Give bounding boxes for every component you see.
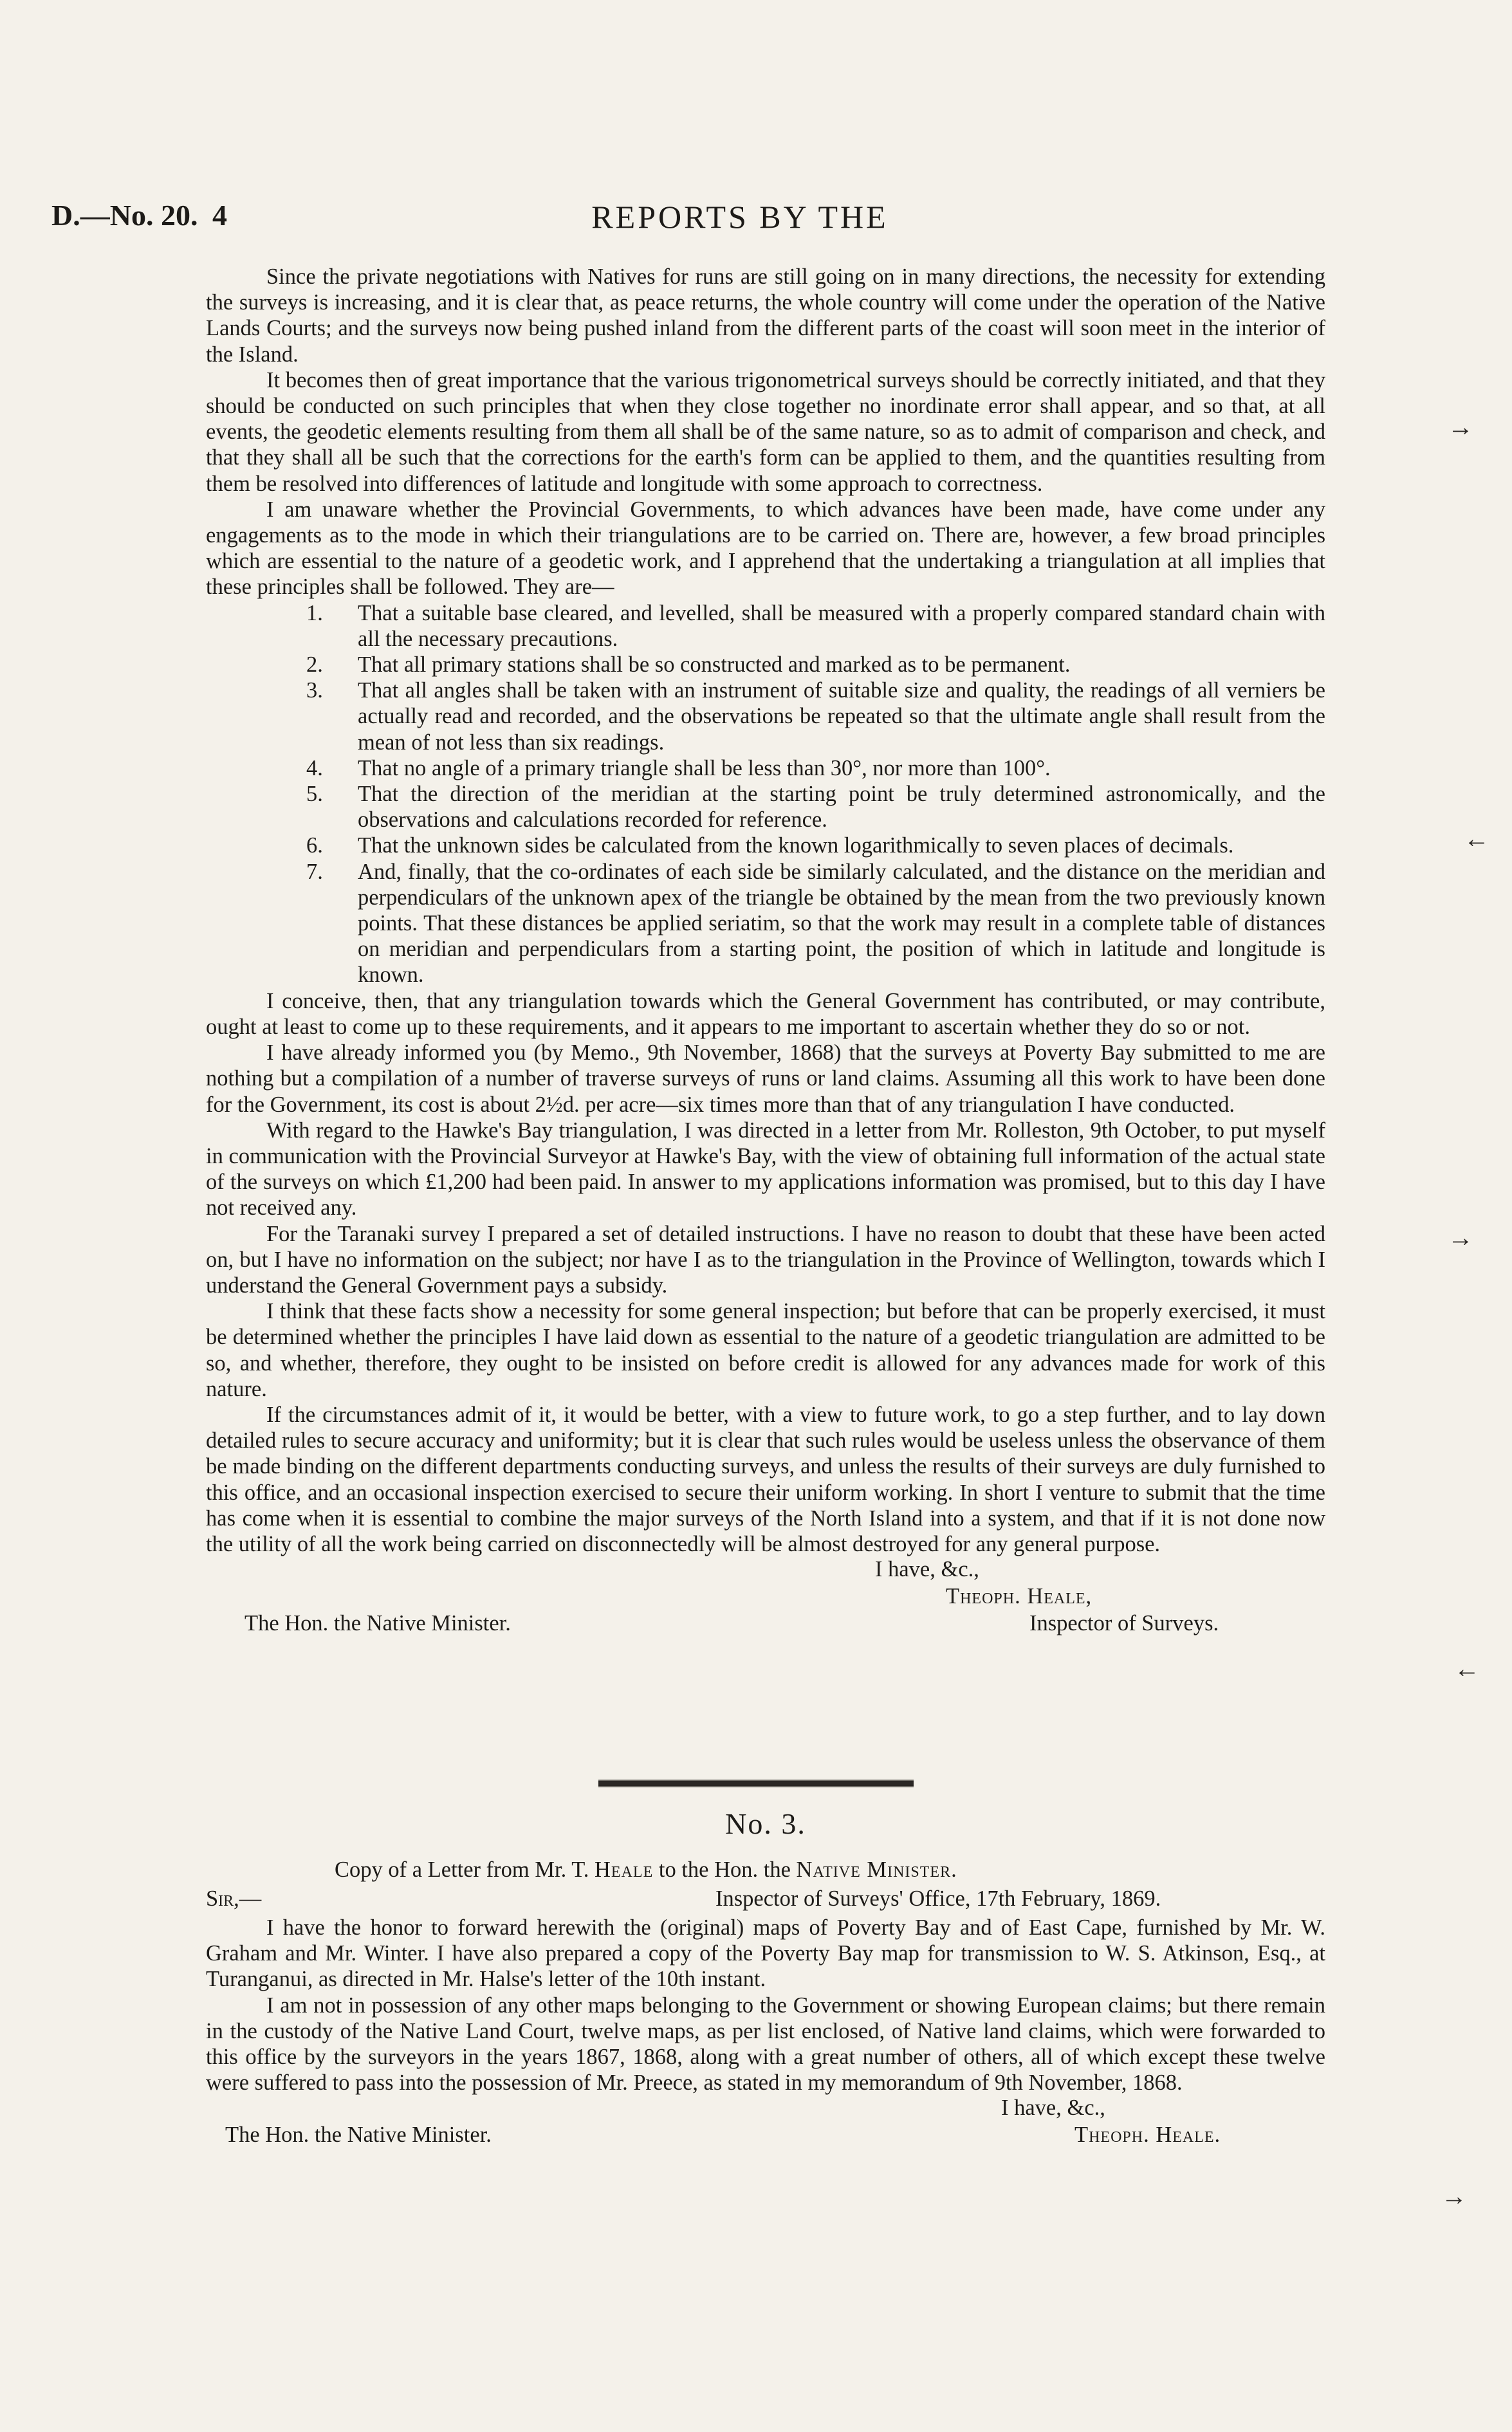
signatory-title: Inspector of Surveys. [1029, 1611, 1219, 1636]
heading-recipient: Native Minister. [796, 1857, 957, 1882]
margin-mark-icon: → [1448, 412, 1473, 441]
letter-heading [335, 1857, 1325, 1883]
paragraph: With regard to the Hawke's Bay triangulation, I was directed in a letter from Mr. Rolleston, 9th October, to put myself in communication with the Provincial Surveyor at Hawke's Bay, with the view of obtaining full information of the actual state of the surveys on which £1,200 had been paid. In answer to my applications information was promised, but to this day I have not received any. [206, 1118, 1325, 1221]
document-reference: D.—No. 20. [51, 199, 198, 232]
list-number: 3. [306, 678, 323, 703]
dateline: Inspector of Surveys' Office, 17th February, 1869. [715, 1886, 1161, 1911]
page-header [51, 198, 1428, 243]
paragraph: It becomes then of great importance that the various trigonometrical surveys should be correctly initiated, and that they should be conducted on such principles that when they close together no inordinate error shall appear, and so that, at all events, the geodetic elements resulting from them all shall be of the same nature, so as to admit of comparison and check, and that they shall all be such that the corrections for the earth's form can be applied to them, and the quantities resulting from them be resolved into differences of latitude and longitude with some approach to correctness. [206, 367, 1325, 496]
list-text: That the direction of the meridian at the starting point be truly determined astronomically, and the observations and calculations recorded for reference. [358, 782, 1325, 833]
paragraph: I think that these facts show a necessity for some general inspection; but before that can be properly exercised, it must be determined whether the principles I have laid down as essential to the nature of a geodetic triangulation are admitted to be so, and whether, therefore, they ought to be insisted on before credit is allowed for any advances made for work of this nature. [206, 1299, 1325, 1401]
paragraph: I conceive, then, that any triangulation towards which the General Government has contributed, or may contribute, ought at least to come up to these requirements, and it appears to me important to ascertain whether they do so or not. [206, 988, 1325, 1039]
requirements-list [206, 600, 1325, 988]
paragraph: Since the private negotiations with Natives for runs are still going on in many directions, the necessity for extending the surveys is increasing, and it is clear that, as peace returns, the whole country will come under the operation of the Native Lands Courts; and the surveys now being pushed inland from the different parts of the coast will soon meet in the interior of the Island. [206, 264, 1325, 367]
margin-mark-icon: → [1448, 1223, 1473, 1252]
list-text: And, finally, that the co-ordinates of each side be similarly calculated, and the distance on the meridian and perpendiculars of the unknown apex of the triangle be obtained by the mean from the two previously known points. That these distances be applied seriatim, so that the work may result in a complete table of distances on meridian and perpendiculars from a starting point, the position of which in latitude and longitude is known. [358, 859, 1325, 988]
section-divider [598, 1780, 914, 1787]
list-number: 5. [306, 782, 323, 807]
letter-number-heading: No. 3. [725, 1807, 806, 1840]
list-item [206, 652, 1325, 677]
margin-mark-icon: ← [1464, 824, 1489, 853]
page-number: 4 [212, 199, 227, 232]
list-item [206, 833, 1325, 858]
addressee: The Hon. the Native Minister. [244, 1611, 511, 1636]
list-text: That the unknown sides be calculated from the known logarithmically to seven places of decimals. [358, 833, 1234, 858]
paragraph: I have already informed you (by Memo., 9th November, 1868) that the surveys at Poverty Bay submitted to me are nothing but a compilation of a number of traverse surveys of runs or land claims. Assuming all this work to have been done for the Government, its cost is about 2½d. per acre—six times more than that of any triangulation I have conducted. [206, 1040, 1325, 1117]
list-number: 2. [306, 652, 323, 677]
list-number: 1. [306, 600, 323, 625]
paragraph: If the circumstances admit of it, it would be better, with a view to future work, to go a step further, and to lay down detailed rules to secure accuracy and uniformity; but it is clear that such rules would be useless unless the observance of them be made binding on the different departments conducting surveys, and unless the results of their surveys are duly furnished to this office, and an occasional inspection exercised to secure their uniform working. In short I venture to submit that the time has come when it is essential to combine the major surveys of the North Island into a system, and that if it is not done now the utility of all the work being carried on disconnectedly will be almost destroyed for any general purpose. [206, 1402, 1325, 1556]
salutation: Sir,— [206, 1886, 262, 1911]
addressee: The Hon. the Native Minister. [225, 2123, 492, 2148]
letter-closing [206, 1557, 1325, 1647]
heading-sender: Heale [595, 1857, 654, 1882]
list-text: That a suitable base cleared, and levelled, shall be measured with a properly compared standard chain with all the necessary precautions. [358, 600, 1325, 651]
signature: Theoph. Heale, [946, 1584, 1093, 1609]
list-text: That all primary stations shall be so constructed and marked as to be permanent. [358, 652, 1071, 677]
complimentary-close: I have, &c., [875, 1557, 979, 1582]
letter-no2-body [206, 264, 1325, 1647]
paragraph: I am unaware whether the Provincial Governments, to which advances have been made, have come under any engagements as to the mode in which their triangulations are to be carried on. There are, however, a few broad principles which are essential to the nature of a geodetic work, and I apprehend that the undertaking a triangulation at all implies that these principles shall be followed. They are— [206, 497, 1325, 600]
heading-text: to the Hon. the [658, 1857, 791, 1882]
list-item [206, 859, 1325, 988]
signature: Theoph. Heale. [1074, 2123, 1221, 2148]
list-item [206, 600, 1325, 652]
paragraph: For the Taranaki survey I prepared a set of detailed instructions. I have no reason to doubt that these have been acted on, but I have no information on the subject; nor have I as to the triangulation in the Province of Wellington, towards which I understand the General Government pays a subsidy. [206, 1221, 1325, 1298]
margin-mark-icon: → [1441, 2182, 1467, 2211]
list-number: 6. [306, 833, 323, 858]
salutation-line [206, 1886, 1325, 1915]
list-text: That no angle of a primary triangle shall be less than 30°, nor more than 100°. [358, 755, 1051, 780]
list-item [206, 781, 1325, 833]
heading-text: Copy of a Letter from Mr. T. [335, 1857, 589, 1882]
complimentary-close: I have, &c., [1001, 2096, 1105, 2121]
list-item [206, 677, 1325, 755]
margin-mark-icon: ← [1454, 1654, 1480, 1683]
list-text: That all angles shall be taken with an instrument of suitable size and quality, the readings of all verniers be actually read and recorded, and the observations be repeated so that the ultimate angle shall result from the mean of not less than six readings. [358, 678, 1325, 755]
letter-closing [206, 2096, 1325, 2160]
paragraph: I have the honor to forward herewith the (original) maps of Poverty Bay and of East Cape, furnished by Mr. W. Graham and Mr. Winter. I have also prepared a copy of the Poverty Bay map for transmission to W. S. Atkinson, Esq., at Turanganui, as directed in Mr. Halse's letter of the 10th instant. [206, 1915, 1325, 1992]
running-title: REPORTS BY THE [591, 199, 889, 235]
list-item [206, 755, 1325, 781]
letter-no3-body [206, 1807, 1325, 2160]
list-number: 4. [306, 755, 323, 780]
paragraph: I am not in possession of any other maps belonging to the Government or showing European claims; but there remain in the custody of the Native Land Court, twelve maps, as per list enclosed, of Native land claims, which were forwarded to this office by the surveyors in the years 1867, 1868, along with a great number of others, all of which except these twelve were suffered to pass into the possession of Mr. Preece, as stated in my memorandum of 9th November, 1868. [206, 1993, 1325, 2096]
list-number: 7. [306, 859, 323, 884]
